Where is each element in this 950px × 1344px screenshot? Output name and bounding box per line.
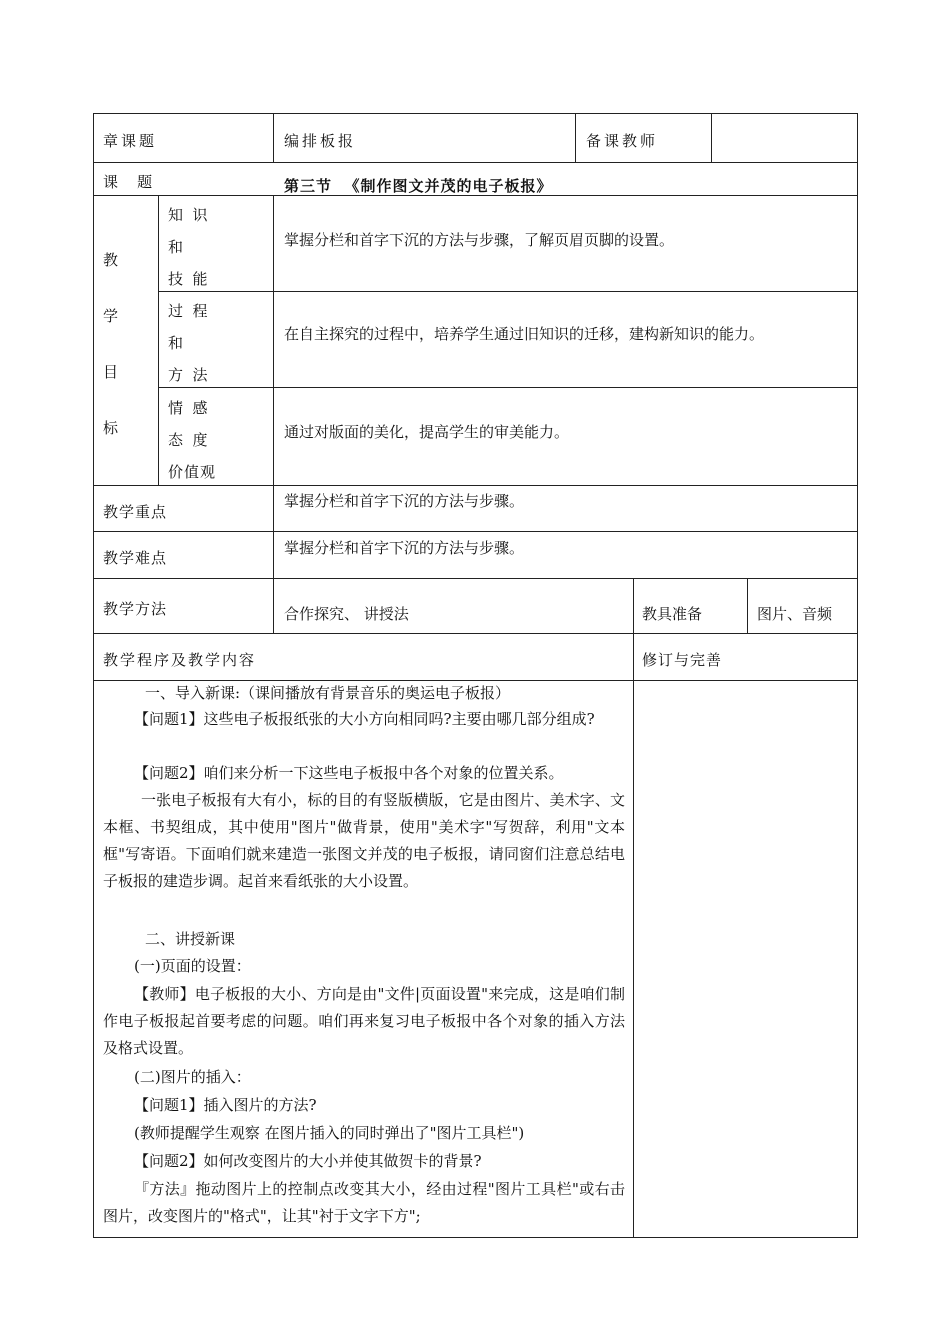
table-rule	[158, 387, 858, 388]
objective-content: 在自主探究的过程中，培养学生通过旧知识的迁移，建构新知识的能力。	[284, 325, 765, 343]
chapter-value: 编排板报	[284, 132, 357, 150]
table-border-left	[93, 113, 94, 1238]
table-rule	[711, 113, 712, 162]
objective-label-line: 和	[168, 238, 184, 256]
body-paragraph: 【问题2】如何改变图片的大小并使其做贺卡的背景?	[134, 1152, 482, 1170]
objective-label-line: 和	[168, 334, 184, 352]
objective-label-line: 价值观	[168, 463, 217, 481]
body-paragraph: 二、讲授新课	[145, 930, 236, 948]
table-rule	[93, 578, 858, 579]
table-border-top	[93, 113, 858, 114]
table-rule	[93, 633, 858, 634]
table-rule	[158, 291, 858, 292]
tools-value: 图片、音频	[757, 605, 833, 623]
method-label: 教学方法	[103, 600, 168, 618]
objectives-group-char: 教	[103, 251, 119, 269]
procedure-label: 教学程序及教学内容	[103, 651, 257, 669]
difficulty-label: 教学难点	[103, 549, 168, 567]
teacher-label: 备课教师	[586, 132, 659, 150]
objectives-group-char: 学	[103, 307, 119, 325]
table-rule	[93, 485, 858, 486]
objective-label-line: 过 程	[168, 302, 208, 320]
objective-label-line: 知 识	[168, 206, 208, 224]
body-paragraph: 【问题2】咱们来分析一下这些电子板报中各个对象的位置关系。	[134, 764, 564, 782]
topic-label: 课 题	[103, 173, 153, 191]
body-paragraph: 一张电子板报有大有小，标的目的有竖版横版，它是由图片、美术字、文本框、书契组成，其中使用"图片"做背景，使用"美术字"写贺辞，利用"文本框"写寄语。下面咱们就来建造一张图文并茂的电子板报，请同窗们注意总结电子板报的建造步调。起首来看纸张的大小设置。	[103, 791, 625, 890]
body-paragraph: 【问题1】插入图片的方法?	[134, 1096, 317, 1114]
body-paragraph: 【问题1】这些电子板报纸张的大小方向相同吗?主要由哪几部分组成?	[134, 710, 595, 728]
body-paragraph: 『方法』拖动图片上的控制点改变其大小，经由过程"图片工具栏"或右击图片，改变图片的"格式"，让其"衬于文字下方";	[103, 1180, 625, 1225]
revise-label: 修订与完善	[642, 651, 723, 669]
table-rule	[158, 195, 159, 485]
table-rule	[273, 195, 274, 633]
key-point-value: 掌握分栏和首字下沉的方法与步骤。	[284, 492, 525, 510]
key-point-label: 教学重点	[103, 503, 168, 521]
topic-value: 第三节 《制作图文并茂的电子板报》	[284, 177, 553, 195]
table-rule	[93, 531, 858, 532]
table-rule	[633, 578, 634, 1238]
body-paragraph: (教师提醒学生观察 在图片插入的同时弹出了"图片工具栏")	[134, 1124, 525, 1142]
tools-label: 教具准备	[642, 605, 703, 623]
method-value: 合作探究、 讲授法	[284, 605, 409, 623]
body-paragraph: (二)图片的插入：	[134, 1068, 251, 1086]
objectives-group-char: 标	[103, 419, 119, 437]
body-paragraph: 【教师】电子板报的大小、方向是由"文件|页面设置"来完成，这是咱们制作电子板报起首要考虑的问题。咱们再来复习电子板报中各个对象的插入方法及格式设置。	[103, 985, 625, 1057]
objective-label-line: 方 法	[168, 366, 208, 384]
difficulty-value: 掌握分栏和首字下沉的方法与步骤。	[284, 539, 525, 557]
objective-label-line: 技 能	[168, 270, 208, 288]
objective-content: 掌握分栏和首字下沉的方法与步骤，了解页眉页脚的设置。	[284, 231, 675, 249]
chapter-label: 章课题	[103, 132, 158, 150]
body-paragraph: 一、导入新课:（课间播放有背景音乐的奥运电子板报）	[145, 684, 511, 702]
table-border-bottom	[93, 1237, 858, 1238]
table-rule	[93, 162, 858, 163]
body-paragraph: (一)页面的设置：	[134, 957, 251, 975]
table-rule	[575, 113, 576, 162]
objectives-group-char: 目	[103, 363, 119, 381]
table-rule	[273, 113, 274, 162]
objective-label-line: 态 度	[168, 431, 208, 449]
table-border-right	[857, 113, 858, 1238]
objective-content: 通过对版面的美化，提高学生的审美能力。	[284, 423, 570, 441]
table-rule	[747, 578, 748, 633]
objective-label-line: 情 感	[168, 399, 208, 417]
